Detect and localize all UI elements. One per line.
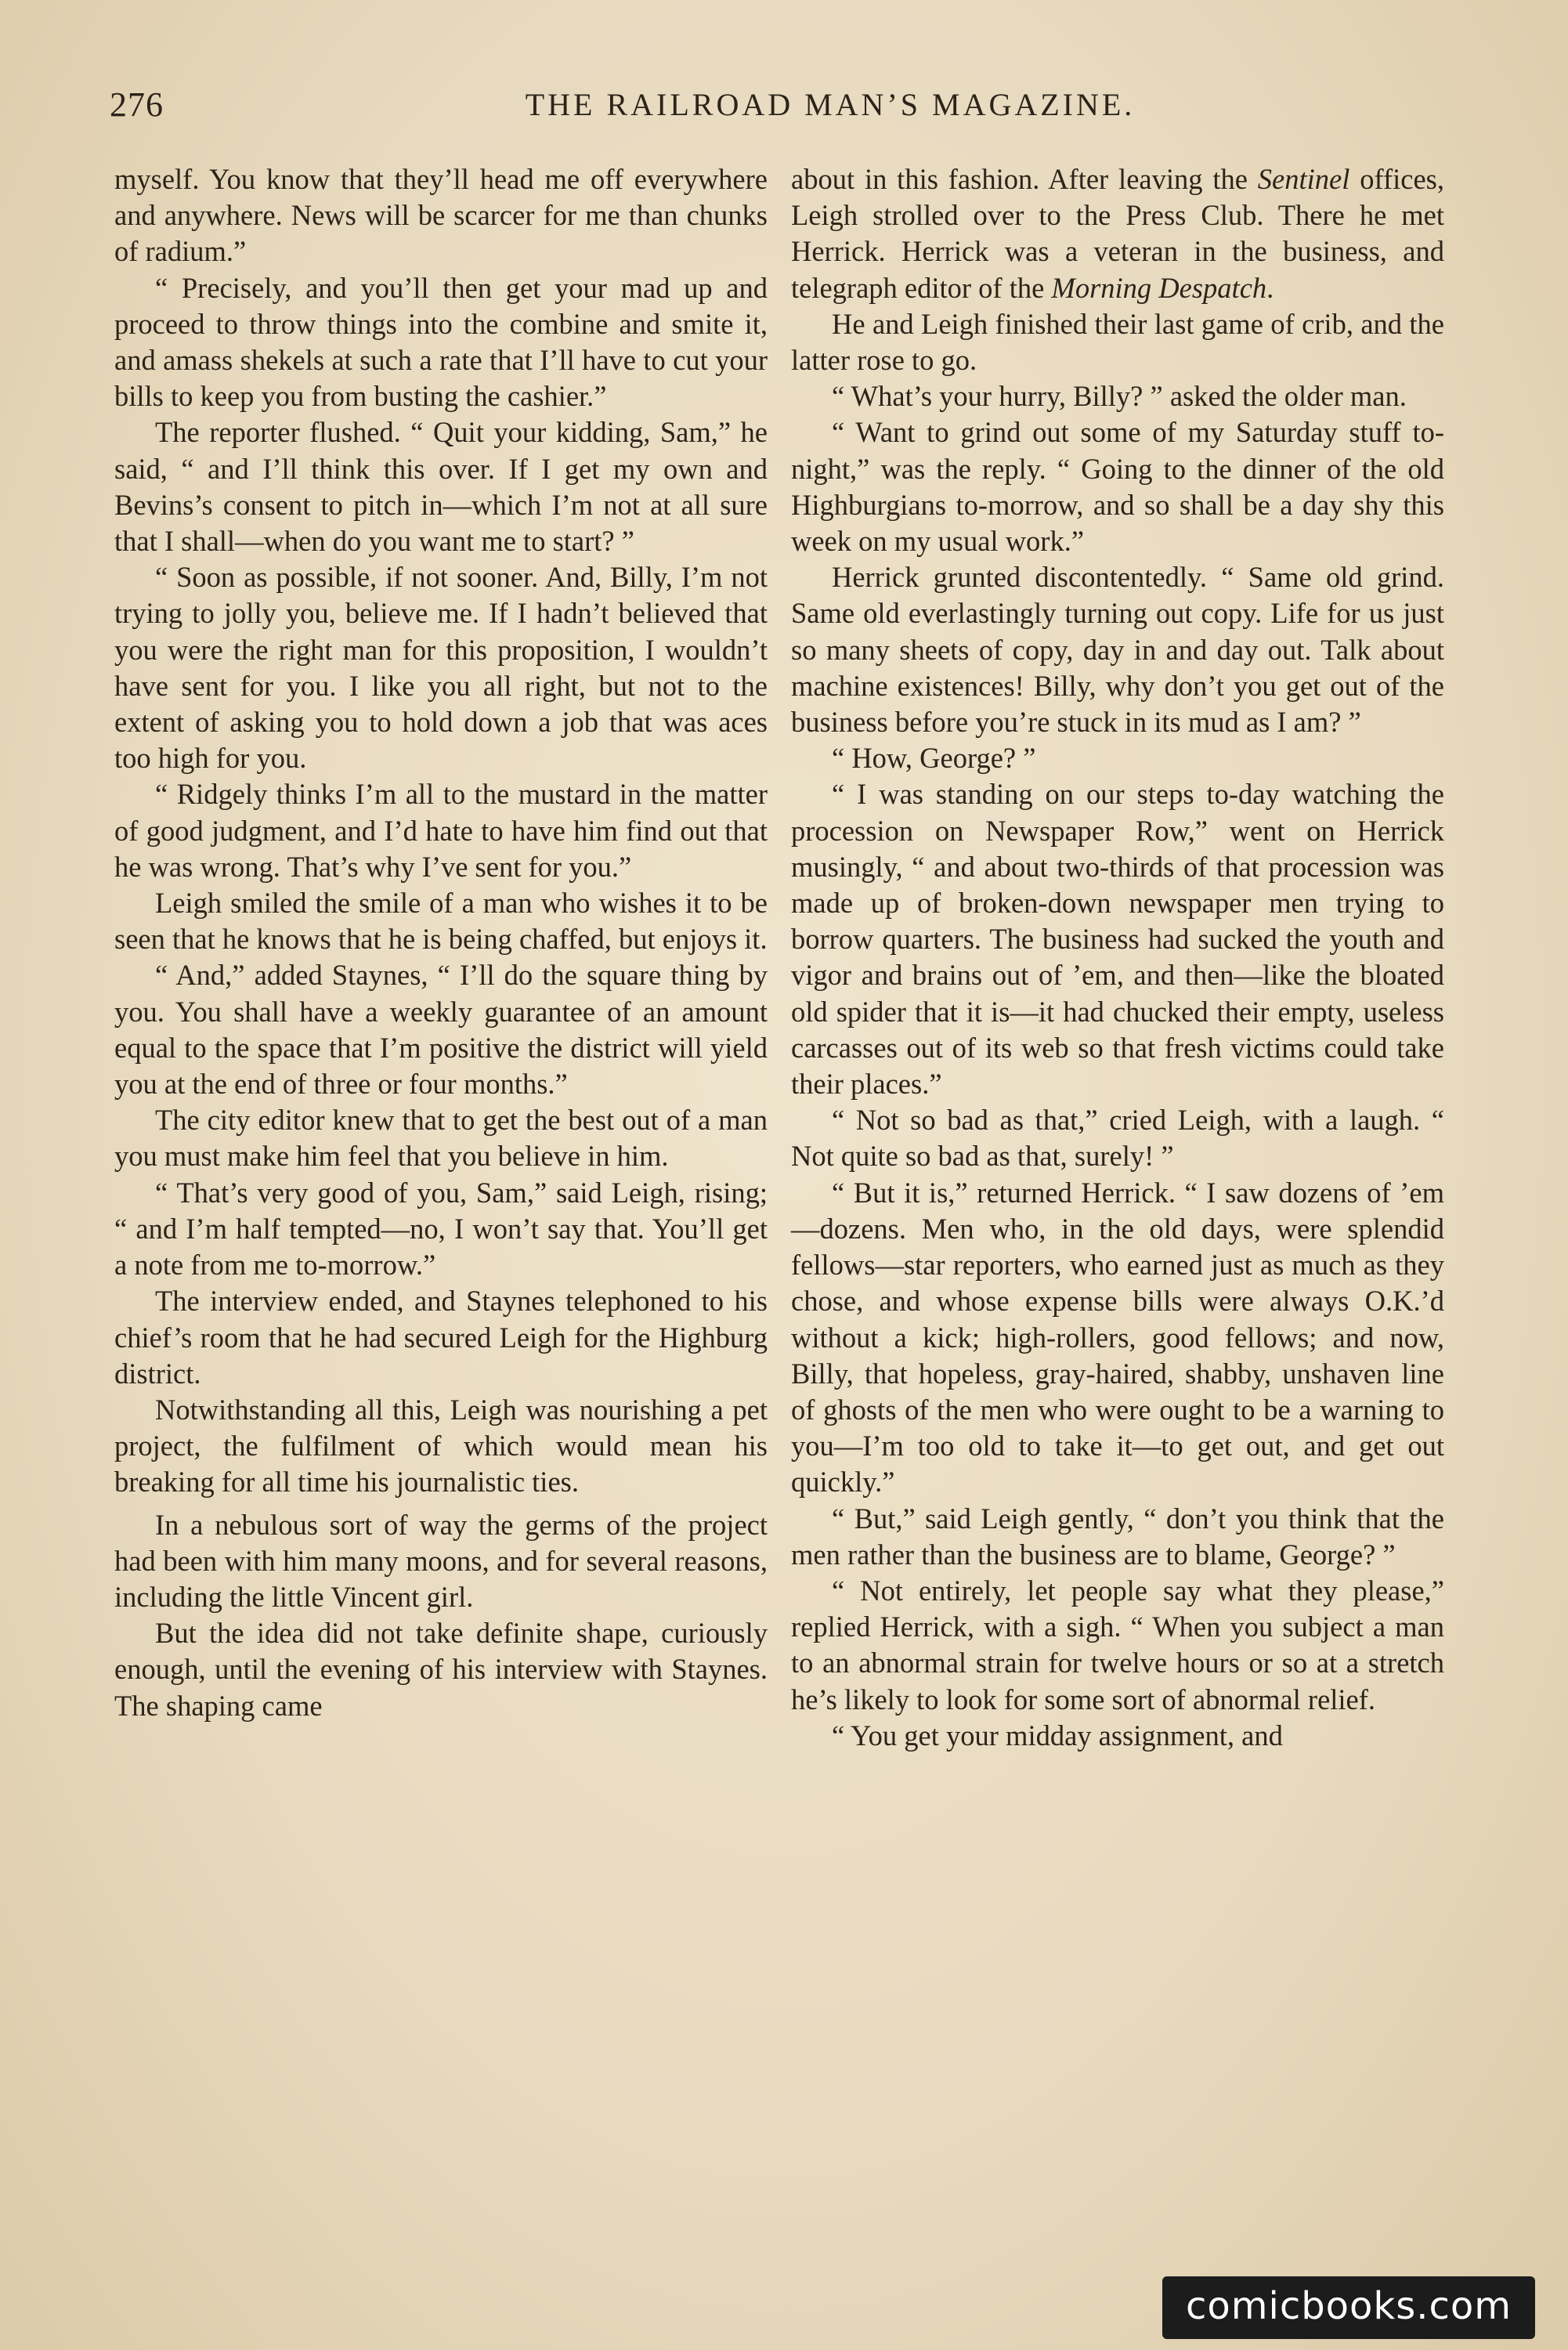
paragraph-text: . xyxy=(1266,271,1274,304)
paragraph: “ And,” added Staynes, “ I’ll do the square thing by you. You shall have a weekly guarantee of an amount equal to the space that I’m positive the district will yield you at the end of three or four months.” xyxy=(114,959,768,1101)
paragraph: “ But it is,” returned Herrick. “ I saw dozens of ’em—dozens. Men who, in the old days, were splendid fellows—star reporters, who earned just as much as they chose, and whose expense bills were always O.K.’d without a kick; high-rollers, good fellows; and now, Billy, that hopeless, gray-haired, shabby, unshaven line of ghosts of the men who were ought to be a warning to you—I’m too old to take it—to get out, and get out quickly.” xyxy=(791,1176,1444,1499)
paragraph: “ You get your midday assignment, and xyxy=(832,1719,1283,1752)
paragraph: “ That’s very good of you, Sam,” said Leigh, rising; “ and I’m half tempted—no, I won’t say that. You’ll get a note from me to-morrow.” xyxy=(114,1176,768,1282)
paragraph: “ I was standing on our steps to-day watching the procession on Newspaper Row,” went on Herrick musingly, “ and about two-thirds of that procession was made up of broken-down newspaper men trying to borrow quarters. The business had sucked the youth and vigor and brains out of ’em, and then—like the bloated old spider that it is—it had chucked their empty, useless carcasses out of its web so that fresh victims could take their places.” xyxy=(791,778,1444,1101)
paragraph: myself. You know that they’ll head me off everywhere and anywhere. News will be scarcer for me than chunks of radium.” xyxy=(114,163,768,268)
paragraph: The interview ended, and Staynes telephoned to his chief’s room that he had secured Leigh for the Highburg district. xyxy=(114,1285,768,1390)
page-number: 276 xyxy=(110,85,164,124)
left-text-column xyxy=(114,161,768,1724)
paragraph xyxy=(791,161,1444,306)
paragraph: “ How, George? ” xyxy=(832,742,1036,775)
paragraph: “ Not entirely, let people say what they please,” replied Herrick, with a sigh. “ When you subject a man to an abnormal strain for twelve hours or so at a stretch he’s likely to look for some sort of abnormal relief. xyxy=(791,1574,1444,1716)
paragraph: The reporter flushed. “ Quit your kidding, Sam,” he said, “ and I’ll think this over. If I get my own and Bevins’s consent to pitch in—which I’m not at all sure that I shall—when do you want me to start? ” xyxy=(114,416,768,558)
running-head-title: THE RAILROAD MAN’S MAGAZINE. xyxy=(525,87,1136,122)
paragraph: “ Want to grind out some of my Saturday stuff to-night,” was the reply. “ Going to the dinner of the old Highburgians to-morrow, and so shall be a day shy this week on my usual work.” xyxy=(791,416,1444,558)
paragraph: “ Soon as possible, if not sooner. And, Billy, I’m not trying to jolly you, believe me. If I hadn’t believed that you were the right man for this proposition, I wouldn’t have sent for you. I like you all right, but not to the extent of asking you to hold down a job that was aces too high for you. xyxy=(114,561,768,775)
paragraph: But the idea did not take definite shape, curiously enough, until the evening of his interview with Staynes. The shaping came xyxy=(114,1617,768,1722)
paragraph: The city editor knew that to get the best out of a man you must make him feel that you believe in him. xyxy=(114,1104,768,1173)
paragraph: “ Not so bad as that,” cried Leigh, with a laugh. “ Not quite so bad as that, surely! ” xyxy=(791,1104,1444,1173)
paragraph-text: about in this fashion. After leaving the xyxy=(791,163,1258,195)
italic-title: Sentinel xyxy=(1257,163,1350,195)
paragraph: In a nebulous sort of way the germs of the project had been with him many moons, and for several reasons, including the little Vincent girl. xyxy=(114,1508,768,1613)
page-header xyxy=(110,81,1457,128)
paragraph: “ Precisely, and you’ll then get your mad up and proceed to throw things into the combine and smite it, and amass shekels at such a rate that I’ll have to cut your bills to keep you from busting the cashier.” xyxy=(114,271,768,413)
italic-title: Morning Despatch xyxy=(1051,271,1267,304)
right-text-column xyxy=(791,161,1444,1754)
paragraph: Herrick grunted discontentedly. “ Same old grind. Same old everlastingly turning out copy. Life for us just so many sheets of copy, day in and day out. Talk about machine existences! Billy, why don’t you get out of the business before you’re stuck in its mud as I am? ” xyxy=(791,561,1444,739)
paragraph: “ But,” said Leigh gently, “ don’t you think that the men rather than the business are to blame, George? ” xyxy=(791,1502,1444,1571)
paragraph: “ What’s your hurry, Billy? ” asked the older man. xyxy=(832,380,1407,413)
paragraph: Leigh smiled the smile of a man who wishes it to be seen that he knows that he is being chaffed, but enjoys it. xyxy=(114,887,768,956)
paragraph-text: offices, Leigh strolled over to the Press Club. There he met Herrick. Herrick was a veteran in the business, and telegraph editor of the xyxy=(791,163,1444,304)
paragraph: Notwithstanding all this, Leigh was nourishing a pet project, the fulfilment of which would mean his breaking for all time his journalistic ties. xyxy=(114,1393,768,1499)
paragraph: “ Ridgely thinks I’m all to the mustard in the matter of good judgment, and I’d hate to have him find out that he was wrong. That’s why I’ve sent for you.” xyxy=(114,778,768,883)
site-watermark: comicbooks.com xyxy=(1162,2276,1535,2339)
paragraph: He and Leigh finished their last game of crib, and the latter rose to go. xyxy=(791,307,1444,377)
